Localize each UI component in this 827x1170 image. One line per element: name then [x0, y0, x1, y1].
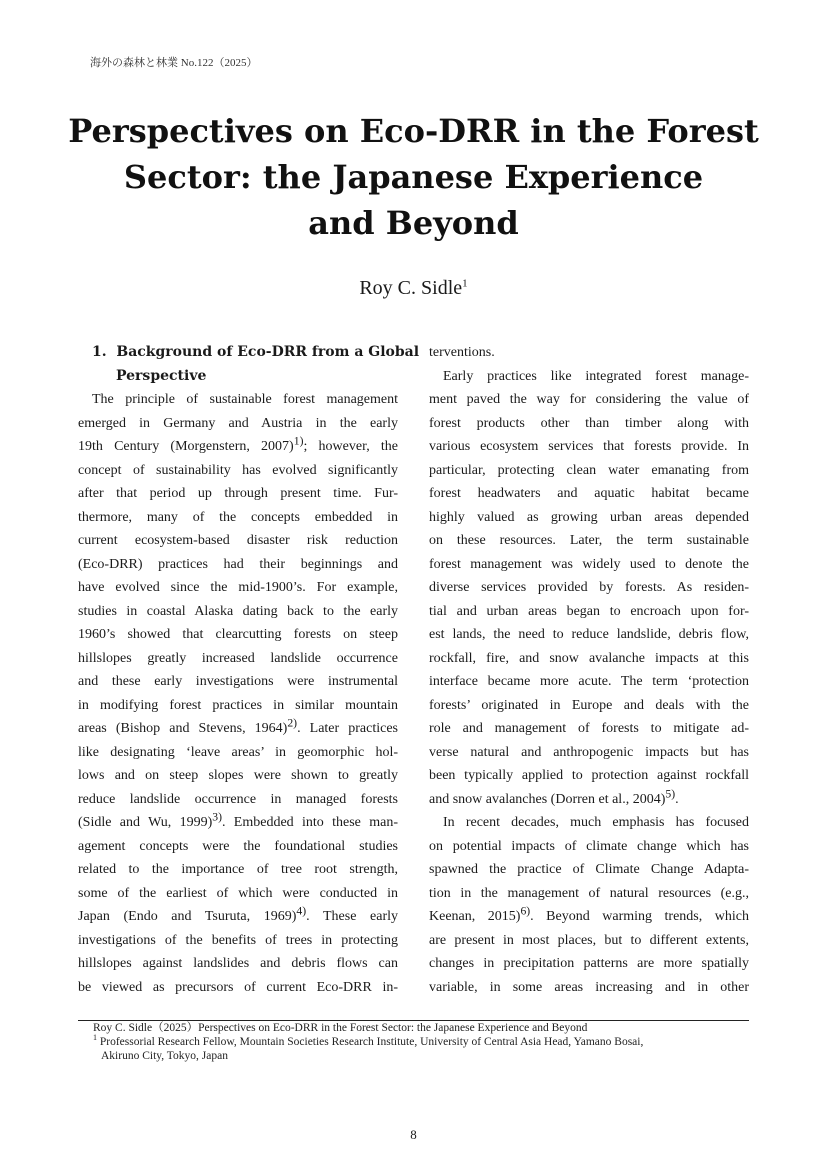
body-line: forests’ originated in Europe and deals with the — [429, 697, 749, 713]
body-line: reduce landslide occurrence in managed forests — [78, 791, 398, 807]
body-line: The principle of sustainable forest management — [92, 392, 398, 407]
paper-title — [60, 108, 767, 246]
body-line: areas (Bishop and Stevens, 1964)$^{2)}$. Later practices — [78, 717, 398, 736]
footnotes — [93, 1021, 753, 1063]
body-line: forest headwaters and aquatic habitat became — [429, 486, 749, 501]
body-line: like designating ‘leave areas’ in geomorphic hol- — [78, 744, 398, 760]
running-head: 海外の森林と林業 No.122（2025） — [90, 57, 258, 69]
body-line: various ecosystem services that forests provide. In — [429, 439, 749, 454]
body-line: est lands, the need to reduce landslide, debris flow, — [429, 627, 749, 642]
body-line: forest products other than timber along with — [429, 415, 749, 431]
body-line: emerged in Germany and Austria in the early — [78, 415, 398, 431]
body-line: spawned the practice of Climate Change Adapta- — [429, 862, 749, 877]
body-line: 1960’s showed that clearcutting forests on steep — [78, 627, 398, 642]
body-line: variable, in some areas increasing and in other — [429, 979, 749, 995]
section-number: 1. — [92, 344, 107, 360]
body-line: particular, protecting clean water emanating from — [429, 462, 749, 478]
citation-ref: 2) — [287, 717, 298, 730]
body-line: rockfall, fire, and snow avalanche impacts at this — [429, 650, 749, 666]
body-line: terventions. — [429, 345, 495, 360]
body-line: on potential impacts of climate change which has — [429, 838, 749, 854]
section-title-line: Background of Eco-DRR from a Global — [116, 344, 420, 360]
citation-ref: 1) — [293, 435, 304, 448]
body-line: changes in precipitation patterns are more spatially — [429, 956, 749, 971]
right-column — [429, 341, 749, 999]
body-line: have evolved since the mid-1900’s. For example, — [78, 580, 398, 595]
citation-ref: 5) — [665, 787, 676, 800]
body-line: (Eco-DRR) practices had their beginnings and — [78, 556, 398, 572]
body-line: tion in the management of natural resources (e.g., — [429, 885, 749, 901]
body-line: forest management was widely used to denote the — [429, 556, 749, 572]
body-line: In recent decades, much emphasis has focused — [443, 815, 749, 830]
section-title-line: Perspective — [116, 367, 207, 384]
body-line: Early practices like integrated forest manage- — [443, 368, 749, 384]
body-line: related to the importance of tree root strength, — [78, 862, 398, 877]
body-line: interface became more acute. The term ‘protection — [429, 674, 749, 689]
body-line: (Sidle and Wu, 1999)$^{3)}$. Embedded into these man- — [78, 811, 398, 830]
body-line: investigations of the benefits of trees in protecting — [78, 932, 398, 948]
body-line: highly valued as growing urban areas depended — [429, 509, 749, 525]
body-line: lows and on steep slopes were shown to greatly — [78, 768, 398, 783]
body-line: current ecosystem-based disaster risk reduction — [78, 533, 398, 548]
body-line: in modifying forest practices in similar mountain — [78, 697, 398, 713]
body-line: hillslopes greatly increased landslide occurrence — [78, 650, 398, 666]
body-line: some of the earliest of which were conducted in — [78, 885, 398, 901]
body-line: verse natural and anthropogenic impacts but has — [429, 744, 749, 760]
body-line: agement concepts were the foundational studies — [78, 838, 398, 854]
body-line: and snow avalanches (Dorren et al., 2004)$^{5)}$. — [429, 787, 679, 807]
citation-ref: 6) — [520, 905, 531, 918]
body-line: after that period up through present time. Fur- — [78, 486, 398, 501]
body-line: diverse services provided by forests. As residen- — [429, 580, 749, 595]
affiliation-footnote-cont: Akiruno City, Tokyo, Japan — [101, 1050, 228, 1062]
body-line: concept of sustainability has evolved significantly — [78, 462, 398, 478]
author-line — [0, 277, 827, 300]
body-line: thermore, many of the concepts embedded in — [78, 509, 398, 525]
section-heading — [78, 341, 420, 388]
affiliation-mark: 1 — [462, 277, 468, 290]
body-line: tial and urban areas began to encroach upon for- — [429, 603, 749, 619]
title-line: Perspectives on Eco-DRR in the Forest — [68, 112, 759, 150]
body-line: 19th Century (Morgenstern, 2007)$^{1)}$; however, the — [78, 435, 398, 454]
title-line: Sector: the Japanese Experience — [123, 158, 704, 196]
title-line: and Beyond — [308, 204, 519, 242]
body-line: hillslopes against landslides and debris flows can — [78, 956, 398, 971]
body-line: are present in most places, but to different extents, — [429, 932, 749, 948]
author-name: Roy C. Sidle — [359, 277, 463, 299]
body-line: be viewed as precursors of current Eco-DRR in- — [78, 979, 398, 995]
body-line: been typically applied to protection against rockfall — [429, 768, 749, 783]
body-line: Keenan, 2015)$^{6)}$. Beyond warming trends, which — [429, 905, 749, 924]
citation-ref: 4) — [296, 905, 307, 918]
affiliation-footnote: $^1$ Professorial Research Fellow, Mountain Societies Research Institute, University of Central Asia Head, Yamano Bosai, — [93, 1033, 644, 1048]
body-line: Japan (Endo and Tsuruta, 1969)$^{4)}$. These early — [78, 905, 398, 924]
left-column — [78, 341, 420, 999]
body-line: studies in coastal Alaska dating back to the early — [78, 603, 398, 619]
body-line: role and management of forests to mitigate ad- — [429, 721, 749, 736]
body-line: ment paved the way for considering the value of — [429, 392, 749, 407]
body-line: on these resources. Later, the term sustainable — [429, 533, 749, 548]
page-number: 8 — [410, 1127, 417, 1142]
body-line: and these early investigations were instrumental — [78, 674, 398, 689]
citation-footnote: Roy C. Sidle（2025）Perspectives on Eco-DRR in the Forest Sector: the Japanese Experience and Beyond — [93, 1022, 588, 1034]
citation-ref: 3) — [212, 811, 222, 824]
